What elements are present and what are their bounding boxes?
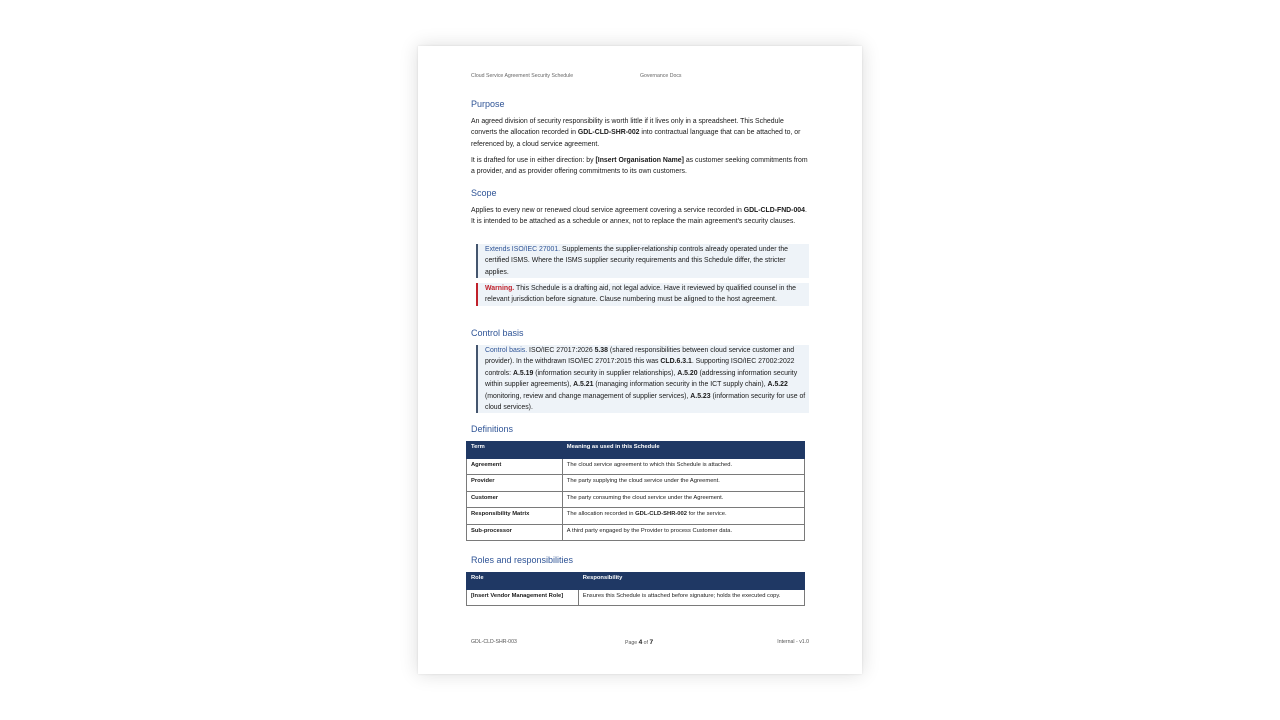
warning-lead: Warning. xyxy=(485,285,515,292)
doc-reference: GDL-CLD-SHR-002 xyxy=(577,129,640,137)
meaning-cell: The cloud service agreement to which this Schedule is attached. xyxy=(562,459,804,475)
column-header-term: Term xyxy=(467,442,563,459)
table-row xyxy=(467,459,805,475)
purpose-paragraph-2: It is drafted for use in either direction: by [Insert Organisation Name] as customer seeking commitments from a provider, and as provider offering commitments to its own customers. xyxy=(471,157,808,176)
term-cell: Responsibility Matrix xyxy=(467,508,563,524)
term-cell: Sub-processor xyxy=(467,524,563,540)
term-cell: Customer xyxy=(467,491,563,507)
column-header-responsibility: Responsibility xyxy=(578,573,804,590)
scope-paragraph: Applies to every new or renewed cloud service agreement covering a service recorded in GDL-CLD-FND-004. It is intended to be attached as a schedule or annex, not to replace the main agreement's security clauses. xyxy=(471,207,807,226)
table-row xyxy=(467,491,805,507)
roles-heading: Roles and responsibilities xyxy=(471,555,574,565)
page-number: Page 4 of 7 xyxy=(625,639,654,646)
table-row xyxy=(467,475,805,491)
extends-callout: Extends ISO/IEC 27001. Supplements the supplier-relationship controls already operated under the certified ISMS. Where the ISMS supplier security requirements and this Schedule differ, the stricter applies. xyxy=(476,244,809,278)
meaning-cell: The party consuming the cloud service under the Agreement. xyxy=(562,491,804,507)
table-row xyxy=(467,524,805,540)
table-header-row xyxy=(467,442,805,459)
callout-lead: Control basis. xyxy=(485,347,528,354)
definitions-heading: Definitions xyxy=(471,424,514,434)
meaning-cell: A third party engaged by the Provider to process Customer data. xyxy=(562,524,804,540)
header-document-title: Cloud Service Agreement Security Schedule xyxy=(471,73,574,79)
page-header xyxy=(471,73,809,81)
control-basis-heading: Control basis xyxy=(471,328,524,338)
column-header-role: Role xyxy=(467,573,579,590)
footer-classification: Internal - v1.0 xyxy=(777,639,809,645)
footer-doc-id: GDL-CLD-SHR-003 xyxy=(471,639,517,645)
placeholder-organisation: [Insert Organisation Name] xyxy=(595,157,684,164)
table-header-row xyxy=(467,573,805,590)
meaning-cell: The party supplying the cloud service under the Agreement. xyxy=(562,475,804,491)
scope-heading: Scope xyxy=(471,188,497,198)
doc-reference: GDL-CLD-FND-004 xyxy=(743,207,805,214)
table-row xyxy=(467,508,805,524)
document-page xyxy=(418,46,862,674)
meaning-cell: The allocation recorded in GDL-CLD-SHR-002 for the service. xyxy=(562,508,804,524)
column-header-meaning: Meaning as used in this Schedule xyxy=(562,442,804,459)
purpose-paragraph-1: An agreed division of security responsibility is worth little if it lives only in a spreadsheet. This Schedule converts the allocation recorded in GDL-CLD-SHR-002 into contractual language that can be attached to, or referenced by, a cloud service agreement. xyxy=(471,118,801,148)
callout-lead: Extends ISO/IEC 27001. xyxy=(485,246,561,253)
purpose-heading: Purpose xyxy=(471,99,505,109)
term-cell: Provider xyxy=(467,475,563,491)
roles-table xyxy=(466,572,805,606)
control-basis-callout: Control basis. ISO/IEC 27017:2026 5.38 (shared responsibilities between cloud service customer and provider). In the withdrawn ISO/IEC 27017:2015 this was CLD.6.3.1. Supporting ISO/IEC 27002:2022 controls: A.5.19 (information security in supplier relationships), A.5.20 (addressing information security within supplier agreements), A.5.21 (managing information security in the ICT supply chain), A.5.22 (monitoring, review and change management of supplier services), A.5.23 (information security for use of cloud services). xyxy=(476,345,809,413)
warning-callout: Warning. This Schedule is a drafting aid, not legal advice. Have it reviewed by qualified counsel in the relevant jurisdiction before signature. Clause numbering must be aligned to the host agreement. xyxy=(476,283,809,306)
definitions-table xyxy=(466,441,805,541)
header-category: Governance Docs xyxy=(640,73,682,79)
role-cell: [Insert Vendor Management Role] xyxy=(467,590,579,606)
term-cell: Agreement xyxy=(467,459,563,475)
table-row xyxy=(467,590,805,606)
responsibility-cell: Ensures this Schedule is attached before signature; holds the executed copy. xyxy=(578,590,804,606)
page-footer xyxy=(471,639,809,647)
